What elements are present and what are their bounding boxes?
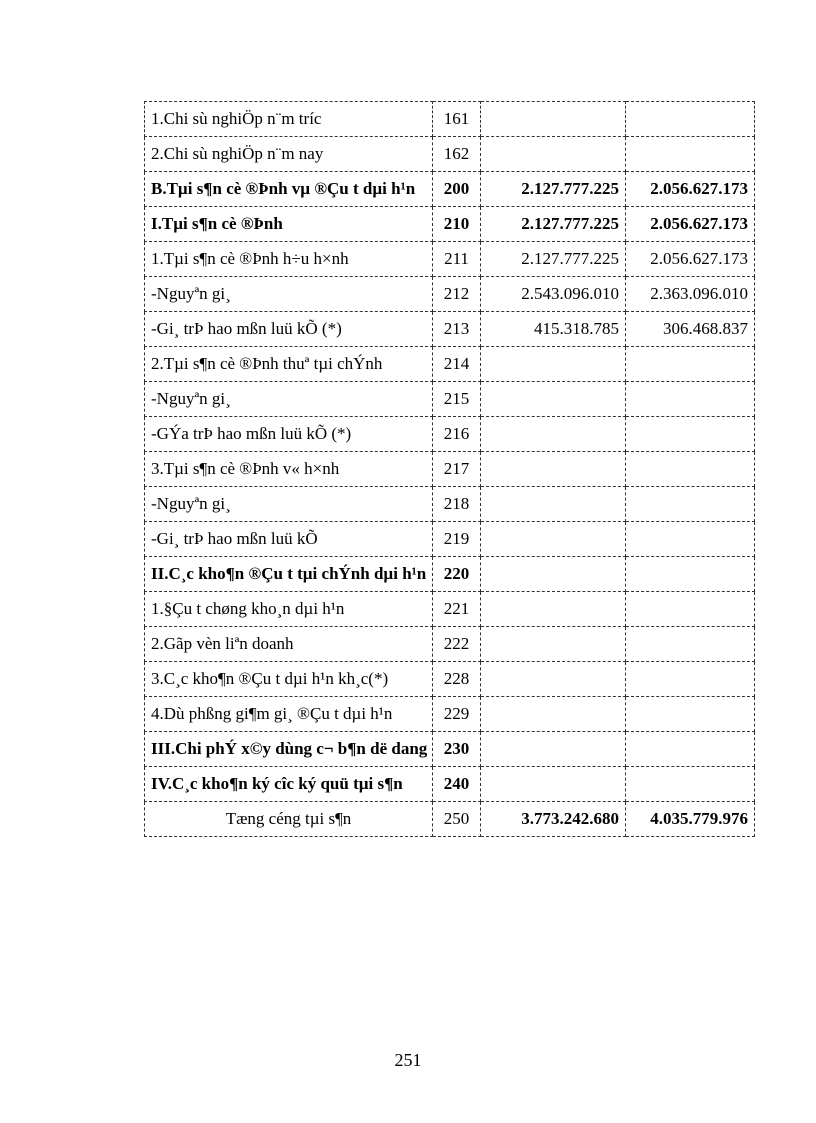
row-value-current <box>481 347 626 382</box>
row-value-previous <box>626 487 755 522</box>
table-row <box>145 732 755 767</box>
table-row <box>145 452 755 487</box>
row-label: 1.Chi sù nghiÖp n¨m tríc <box>145 102 433 137</box>
table-row <box>145 592 755 627</box>
row-code: 220 <box>433 557 481 592</box>
balance-sheet-table <box>144 101 755 837</box>
row-label: -Nguyªn gi¸ <box>145 487 433 522</box>
row-value-previous <box>626 417 755 452</box>
row-value-current <box>481 662 626 697</box>
row-value-previous <box>626 767 755 802</box>
row-value-previous <box>626 592 755 627</box>
row-code: 214 <box>433 347 481 382</box>
table-row <box>145 347 755 382</box>
total-label: Tæng céng tµi s¶n <box>145 802 433 837</box>
row-code: 162 <box>433 137 481 172</box>
row-label: 2.Gãp vèn liªn doanh <box>145 627 433 662</box>
row-value-current <box>481 767 626 802</box>
total-row <box>145 802 755 837</box>
table-row <box>145 172 755 207</box>
row-label: III.Chi phÝ x©y dùng c¬ b¶n dë dang <box>145 732 433 767</box>
row-value-previous <box>626 347 755 382</box>
row-code: 219 <box>433 522 481 557</box>
row-code: 228 <box>433 662 481 697</box>
row-value-current <box>481 557 626 592</box>
row-code: 229 <box>433 697 481 732</box>
row-value-current: 2.543.096.010 <box>481 277 626 312</box>
row-label: 3.Tµi s¶n cè ®Þnh v« h×nh <box>145 452 433 487</box>
row-value-previous <box>626 697 755 732</box>
table-row <box>145 557 755 592</box>
table-row <box>145 767 755 802</box>
row-label: -GÝa trÞ hao mßn luü kÕ (*) <box>145 417 433 452</box>
row-value-previous: 2.363.096.010 <box>626 277 755 312</box>
row-value-previous <box>626 557 755 592</box>
row-label: 4.Dù phßng gi¶m gi¸ ®Çu t dµi h¹n <box>145 697 433 732</box>
row-code: 212 <box>433 277 481 312</box>
row-label: -Nguyªn gi¸ <box>145 382 433 417</box>
table-row <box>145 697 755 732</box>
table-row <box>145 137 755 172</box>
total-value-previous: 4.035.779.976 <box>626 802 755 837</box>
row-code: 230 <box>433 732 481 767</box>
row-value-current <box>481 137 626 172</box>
row-label: B.Tµi s¶n cè ®Þnh vµ ®Çu t dµi h¹n <box>145 172 433 207</box>
table-row <box>145 207 755 242</box>
row-value-current <box>481 732 626 767</box>
row-value-current <box>481 382 626 417</box>
row-value-previous <box>626 382 755 417</box>
row-label: IV.C¸c kho¶n ký cîc ký quü tµi s¶n <box>145 767 433 802</box>
row-code: 250 <box>433 802 481 837</box>
row-code: 210 <box>433 207 481 242</box>
row-value-previous <box>626 627 755 662</box>
row-value-previous <box>626 732 755 767</box>
table-row <box>145 417 755 452</box>
row-label: II.C¸c kho¶n ®Çu t tµi chÝnh dµi h¹n <box>145 557 433 592</box>
total-value-current: 3.773.242.680 <box>481 802 626 837</box>
table-row <box>145 662 755 697</box>
row-code: 161 <box>433 102 481 137</box>
row-value-previous <box>626 522 755 557</box>
table-row <box>145 277 755 312</box>
page-number: 251 <box>394 1050 422 1070</box>
table-row <box>145 522 755 557</box>
row-value-current: 2.127.777.225 <box>481 172 626 207</box>
row-value-previous <box>626 452 755 487</box>
row-label: I.Tµi s¶n cè ®Þnh <box>145 207 433 242</box>
row-value-current: 2.127.777.225 <box>481 242 626 277</box>
row-value-previous: 306.468.837 <box>626 312 755 347</box>
table-row <box>145 102 755 137</box>
row-value-current <box>481 102 626 137</box>
row-code: 216 <box>433 417 481 452</box>
row-code: 200 <box>433 172 481 207</box>
row-label: 1.§Çu t chøng kho¸n dµi h¹n <box>145 592 433 627</box>
row-label: -Gi¸ trÞ hao mßn luü kÕ (*) <box>145 312 433 347</box>
row-code: 221 <box>433 592 481 627</box>
row-code: 215 <box>433 382 481 417</box>
row-value-current <box>481 522 626 557</box>
row-code: 217 <box>433 452 481 487</box>
row-code: 211 <box>433 242 481 277</box>
row-code: 240 <box>433 767 481 802</box>
row-value-previous <box>626 137 755 172</box>
table-row <box>145 242 755 277</box>
row-code: 222 <box>433 627 481 662</box>
table-row <box>145 487 755 522</box>
table-row <box>145 312 755 347</box>
row-value-current <box>481 487 626 522</box>
row-label: 2.Chi sù nghiÖp n¨m nay <box>145 137 433 172</box>
table-row <box>145 382 755 417</box>
row-label: 2.Tµi s¶n cè ®Þnh thuª tµi chÝnh <box>145 347 433 382</box>
row-label: 1.Tµi s¶n cè ®Þnh h÷u h×nh <box>145 242 433 277</box>
row-value-previous: 2.056.627.173 <box>626 242 755 277</box>
row-value-previous: 2.056.627.173 <box>626 207 755 242</box>
row-value-previous <box>626 102 755 137</box>
row-label: 3.C¸c kho¶n ®Çu t dµi h¹n kh¸c(*) <box>145 662 433 697</box>
row-value-current <box>481 697 626 732</box>
row-label: -Gi¸ trÞ hao mßn luü kÕ <box>145 522 433 557</box>
row-value-current <box>481 627 626 662</box>
row-value-current: 415.318.785 <box>481 312 626 347</box>
table-row <box>145 627 755 662</box>
row-value-current: 2.127.777.225 <box>481 207 626 242</box>
row-code: 213 <box>433 312 481 347</box>
row-code: 218 <box>433 487 481 522</box>
row-value-current <box>481 592 626 627</box>
row-value-previous: 2.056.627.173 <box>626 172 755 207</box>
row-value-current <box>481 452 626 487</box>
row-value-current <box>481 417 626 452</box>
row-value-previous <box>626 662 755 697</box>
row-label: -Nguyªn gi¸ <box>145 277 433 312</box>
